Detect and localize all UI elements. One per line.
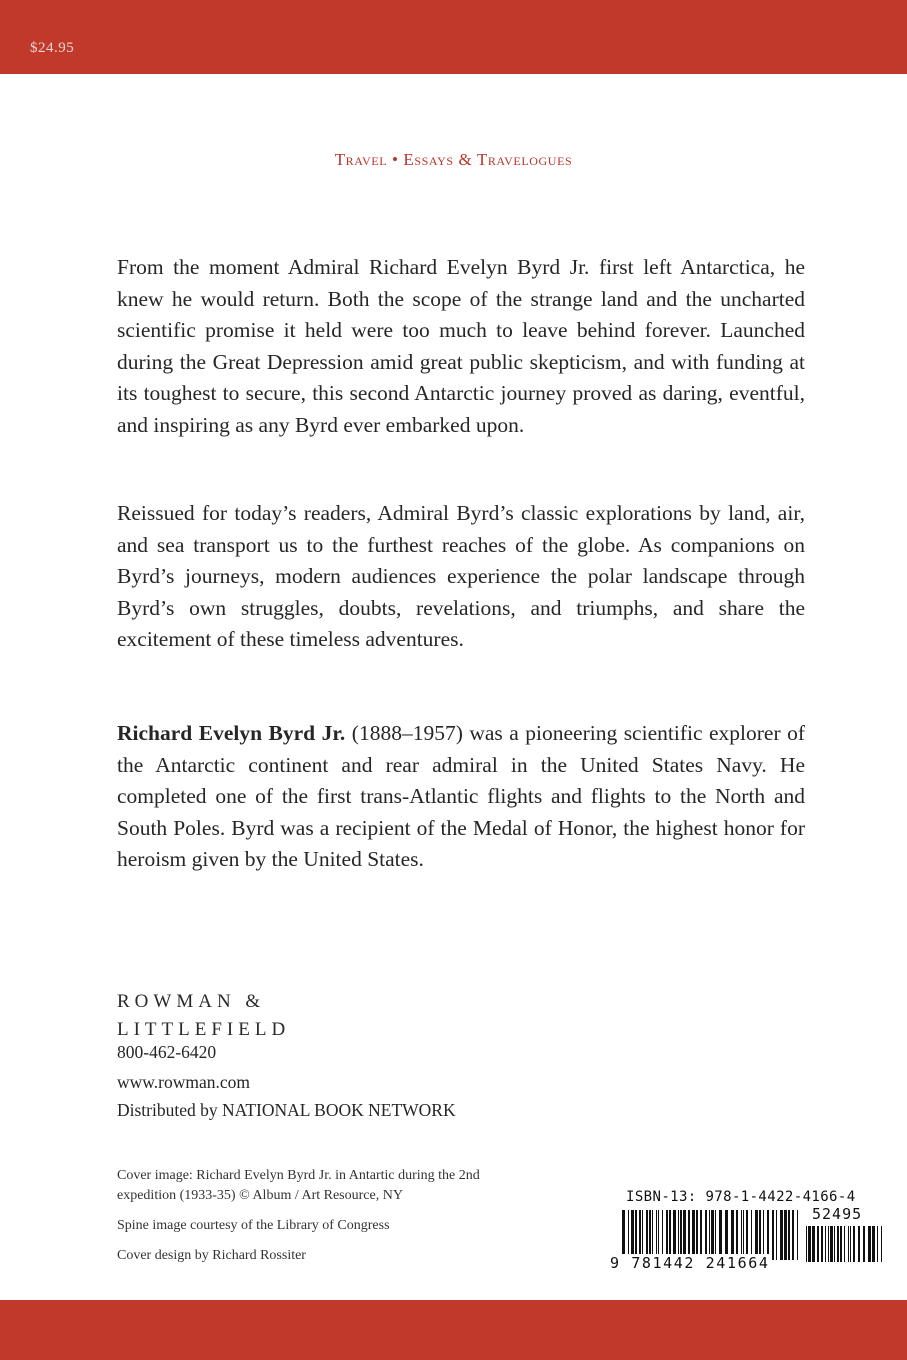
barcode-bar <box>825 1226 826 1262</box>
barcode-bar <box>680 1210 682 1260</box>
barcode-bar <box>868 1226 871 1262</box>
barcode-bar <box>877 1226 878 1262</box>
cover-design-credit: Cover design by Richard Rossiter <box>117 1248 306 1263</box>
barcode-bar <box>736 1210 738 1260</box>
distributor-line: Distributed by NATIONAL BOOK NETWORK <box>117 1100 456 1120</box>
barcode-bar <box>834 1226 835 1262</box>
barcode-bar <box>662 1210 663 1260</box>
barcode-bar <box>806 1226 807 1262</box>
barcode-bar <box>715 1210 716 1260</box>
barcode-bar <box>784 1210 787 1260</box>
barcode-bar <box>666 1210 668 1260</box>
barcode-bar <box>780 1210 783 1260</box>
barcode-bar <box>850 1226 851 1262</box>
author-bio <box>117 718 805 876</box>
author-bio-text: (1888–1957) was a pioneering scientific explorer of the Antarctic continent and rear admiral in the United States Navy. He completed one of the first trans-Atlantic flights and flights to the North and South Poles. Byrd was a recipient of the Medal of Honor, the highest honor for heroism given by the United States. <box>117 721 805 871</box>
publisher-logo-line-1: ROWMAN & <box>117 991 266 1012</box>
barcode-bar <box>725 1210 728 1260</box>
ean-barcode <box>622 1210 800 1260</box>
credits-block <box>117 1166 527 1276</box>
barcode-bar <box>858 1226 860 1262</box>
barcode-bar <box>755 1210 758 1260</box>
barcode-bar <box>872 1226 875 1262</box>
barcode-bar <box>673 1210 676 1260</box>
barcode-bar <box>700 1210 702 1260</box>
barcode-bar <box>652 1210 653 1260</box>
barcode-bar <box>830 1226 833 1262</box>
barcode-bar <box>639 1210 641 1260</box>
ean-digits: 9 781442 241664 <box>610 1254 770 1272</box>
isbn-label: ISBN-13: 978-1-4422-4166-4 <box>626 1189 856 1205</box>
barcode-bar <box>767 1210 769 1260</box>
barcode-bar <box>763 1210 764 1260</box>
barcode-bar <box>759 1210 761 1260</box>
barcode-bar <box>692 1210 695 1260</box>
barcode-bar <box>669 1210 671 1260</box>
barcode-bar <box>656 1210 657 1260</box>
barcode-bar <box>711 1210 714 1260</box>
top-red-band <box>0 0 907 74</box>
barcode-bar <box>658 1210 659 1260</box>
author-name: Richard Evelyn Byrd Jr. <box>117 721 346 745</box>
barcode-bar <box>772 1210 774 1260</box>
barcode-bar <box>848 1226 849 1262</box>
barcode-bar <box>746 1210 748 1260</box>
barcode-bar <box>628 1210 629 1260</box>
category-heading: Travel • Essays & Travelogues <box>334 150 573 169</box>
barcode-bar <box>635 1210 637 1260</box>
barcode-bar <box>863 1226 865 1262</box>
barcode-bar <box>705 1210 707 1260</box>
barcode-bar <box>821 1226 823 1262</box>
publisher-phone: 800-462-6420 <box>117 1042 217 1062</box>
cover-image-credit: Cover image: Richard Evelyn Byrd Jr. in Antartic during the 2nd expedition (1933-35) © Album / Art Resource, NY <box>117 1168 480 1203</box>
spine-image-credit: Spine image courtesy of the Library of Congress <box>117 1218 390 1233</box>
barcode-bar <box>709 1210 710 1260</box>
barcode-bar <box>788 1210 790 1260</box>
barcode-bar <box>741 1210 742 1260</box>
barcode-bar <box>837 1226 839 1262</box>
barcode-bar <box>642 1210 643 1260</box>
barcode-bar <box>649 1210 651 1260</box>
description-paragraph-1: From the moment Admiral Richard Evelyn Byrd Jr. first left Antarctica, he knew he would return. Both the scope of the strange land and the uncharted scientific promise it held were too much to leave behind forever. Launched during the Great Depression amid great public skepticism, and with funding at its toughest to secure, this second Antarctic journey proved as daring, eventful, and inspiring as any Byrd ever embarked upon. <box>117 255 805 437</box>
barcode-bar <box>622 1210 625 1260</box>
barcode-bar <box>751 1210 752 1260</box>
barcode-bar <box>688 1210 690 1260</box>
barcode-bar <box>881 1226 882 1262</box>
barcode-bar <box>696 1210 698 1260</box>
barcode-bar <box>631 1210 634 1260</box>
barcode-bar <box>683 1210 686 1260</box>
addon-barcode <box>806 1226 884 1262</box>
barcode-bar <box>678 1210 679 1260</box>
barcode-bar <box>646 1210 648 1260</box>
barcode-bar <box>817 1226 819 1262</box>
description-paragraph-2: Reissued for today’s readers, Admiral Byrd’s classic explorations by land, air, and sea transport us to the furthest reaches of the globe. As companions on Byrd’s journeys, modern audiences experience the polar landscape through Byrd’s own struggles, doubts, revelations, and triumphs, and share the excitement of these timeless adventures. <box>117 501 805 651</box>
barcode-bar <box>812 1226 815 1262</box>
barcode-bar <box>792 1210 794 1260</box>
barcode-bar <box>808 1226 811 1262</box>
publisher-logo-line-2: LITTLEFIELD <box>117 1019 291 1040</box>
barcode-bar <box>731 1210 734 1260</box>
price-addon-digits: 52495 <box>812 1205 863 1223</box>
publisher-logo <box>117 988 290 1044</box>
price-label: $24.95 <box>30 40 75 56</box>
barcode-bar <box>844 1226 845 1262</box>
barcode-bar <box>776 1210 777 1260</box>
barcode-bar <box>828 1226 829 1262</box>
publisher-website: www.rowman.com <box>117 1072 251 1092</box>
barcode-bar <box>797 1210 798 1260</box>
barcode-bar <box>853 1226 855 1262</box>
barcode-bar <box>743 1210 744 1260</box>
bottom-red-band <box>0 1300 907 1360</box>
barcode-bar <box>719 1210 722 1260</box>
barcode-bar <box>840 1226 842 1262</box>
